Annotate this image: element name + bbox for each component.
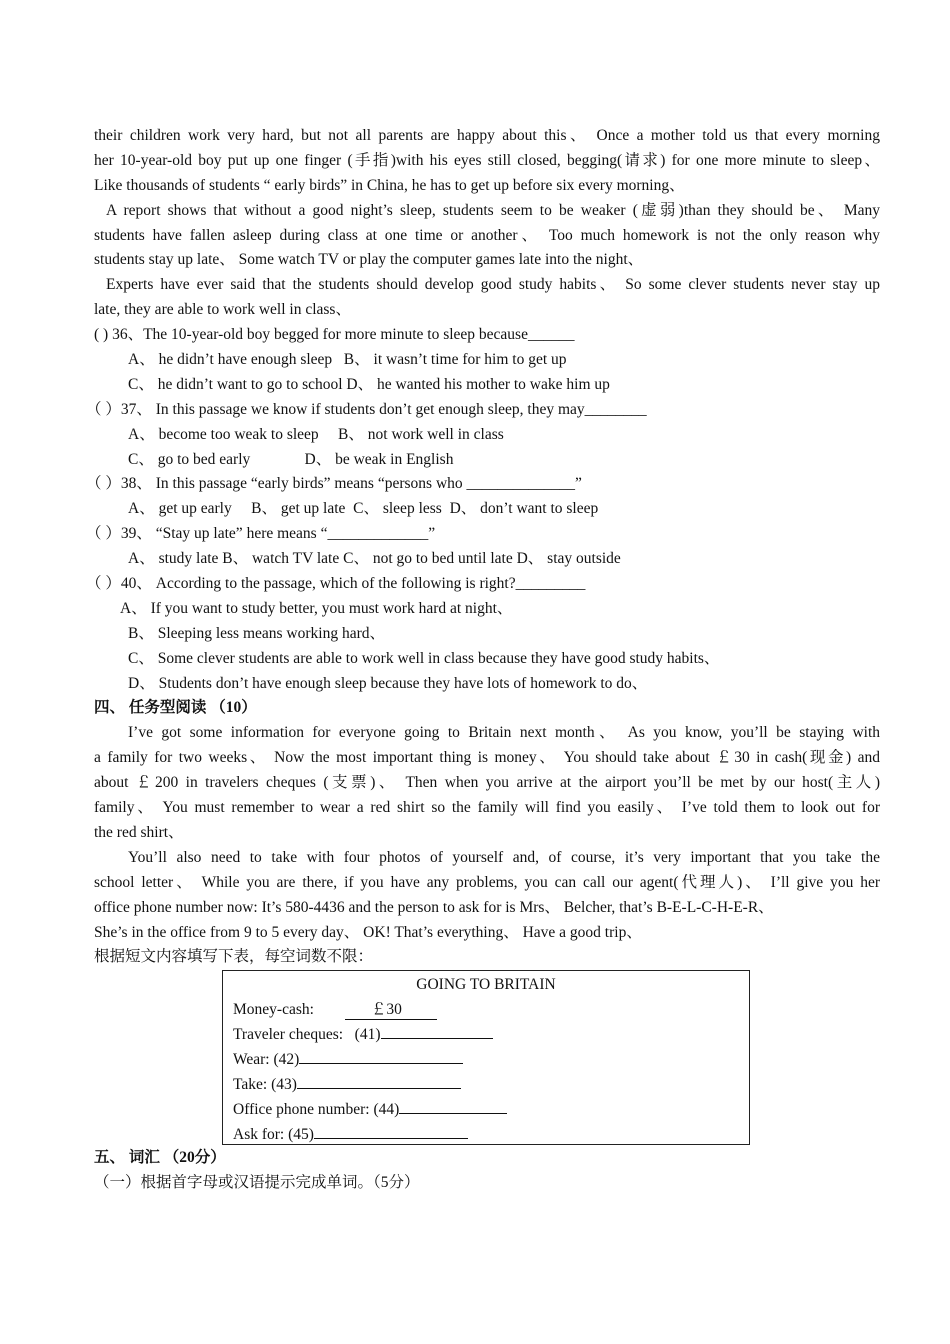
passage-line: A report shows that without a good night’s sleep, students seem to be weaker (虚弱)than they should be、 Many — [106, 201, 880, 219]
passage-line: school letter、 While you are there, if you have any problems, you can call our agent(代理人)、 I’ll give you her — [94, 873, 880, 891]
passage-line: the red shirt、 — [94, 823, 184, 841]
question-options: C、 go to bed early D、 be weak in English — [128, 450, 454, 468]
section-heading: 五、 词汇 （20分） — [94, 1149, 226, 1166]
answer-blank[interactable] — [299, 1063, 463, 1064]
table-row — [223, 1047, 749, 1072]
passage-line: I’ve got some information for everyone going to Britain next month、 As you know, you’ll be staying with — [128, 724, 880, 742]
passage-line: office phone number now: It’s 580-4436 and the person to ask for is Mrs、 Belcher, that’s B-E-L-C-H-E-R、 — [94, 898, 774, 916]
section-heading: 四、 任务型阅读 （10） — [94, 699, 257, 717]
question-stem: （ ）40、 According to the passage, which of the following is right?_________ — [86, 575, 586, 593]
answer-blank[interactable] — [314, 1138, 468, 1139]
passage-line: Experts have ever said that the students should develop good study habits、 So some clever students never stay up — [106, 276, 880, 294]
question-options: A、 become too weak to sleep B、 not work well in class — [128, 425, 504, 443]
question-stem: （ ）37、 In this passage we know if students don’t get enough sleep, they may________ — [86, 400, 647, 418]
instruction: 根据短文内容填写下表，每空词数不限： — [94, 948, 374, 966]
money-value: ￡30 — [345, 1001, 437, 1020]
question-options: C、 he didn’t want to go to school D、 he wanted his mother to wake him up — [128, 375, 610, 393]
question-options: A、 study late B、 watch TV late C、 not go to bed until late D、 stay outside — [128, 550, 621, 568]
question-options: D、 Students don’t have enough sleep because they have lots of homework to do、 — [128, 674, 648, 692]
question-options: A、 If you want to study better, you must work hard at night、 — [120, 599, 513, 617]
row-label: Take: (43) — [233, 1076, 297, 1093]
passage-line: their children work very hard, but not all parents are happy about this、 Once a mother told us that every morning — [94, 127, 880, 144]
info-table — [222, 970, 750, 1145]
table-row — [223, 1097, 749, 1122]
answer-blank[interactable] — [381, 1038, 493, 1039]
passage-line: a family for two weeks、 Now the most important thing is money、 You should take about ￡30 in cash(现金) and — [94, 749, 880, 767]
passage-line: family、 You must remember to wear a red shirt so the family will find you easily、 I’ve told them to look out for — [94, 799, 880, 817]
table-row — [223, 1072, 749, 1097]
question-options: A、 he didn’t have enough sleep B、 it wasn’t time for him to get up — [128, 351, 567, 369]
instruction: （一）根据首字母或汉语提示完成单词。（5分） — [94, 1173, 420, 1191]
row-label: Traveler cheques: (41) — [233, 1026, 381, 1043]
section-five — [94, 1146, 880, 1196]
passage-line: students stay up late、 Some watch TV or play the computer games late into the night、 — [94, 251, 644, 269]
question-stem: （ ）39、 “Stay up late” here means “_____________” — [86, 525, 436, 543]
question-stem: （ ）38、 In this passage “early birds” means “persons who ______________” — [86, 475, 582, 493]
answer-blank[interactable] — [297, 1088, 461, 1089]
passage-line: She’s in the office from 9 to 5 every day、 OK! That’s everything、 Have a good trip、 — [94, 923, 642, 941]
table-title: GOING TO BRITAIN — [416, 976, 556, 993]
passage-line: about ￡200 in travelers cheques (支票)、 Then when you arrive at the airport you’ll be met by our host(主人) — [94, 774, 880, 792]
passage-line: students have fallen asleep during class at one time or another、 Too much homework is not the only reason why — [94, 226, 880, 244]
table-row — [223, 997, 749, 1022]
row-label: Wear: (42) — [233, 1051, 300, 1068]
passage-line: You’ll also need to take with four photos of yourself and, of course, it’s very important that you take the — [128, 848, 880, 866]
row-label: Ask for: (45) — [233, 1126, 314, 1143]
table-row — [223, 1022, 749, 1047]
passage-line: late, they are able to work well in class、 — [94, 301, 351, 319]
table-row — [223, 1122, 749, 1147]
question-options: C、 Some clever students are able to work well in class because they have good study habits、 — [128, 649, 720, 667]
row-label: Office phone number: (44) — [233, 1101, 400, 1118]
question-options: A、 get up early B、 get up late C、 sleep less D、 don’t want to sleep — [128, 500, 599, 518]
question-options: B、 Sleeping less means working hard、 — [128, 624, 386, 642]
row-label: Money-cash: — [233, 1001, 314, 1018]
passage-line: Like thousands of students “ early birds” in China, he has to get up before six every morning、 — [94, 176, 685, 194]
passage-line: her 10-year-old boy put up one finger (手指)with his eyes still closed, begging(请求) for one more minute to sleep、 — [94, 151, 880, 169]
document-page — [86, 124, 880, 970]
answer-blank[interactable] — [399, 1113, 507, 1114]
question-stem: ( ) 36、The 10-year-old boy begged for more minute to sleep because______ — [94, 326, 575, 344]
